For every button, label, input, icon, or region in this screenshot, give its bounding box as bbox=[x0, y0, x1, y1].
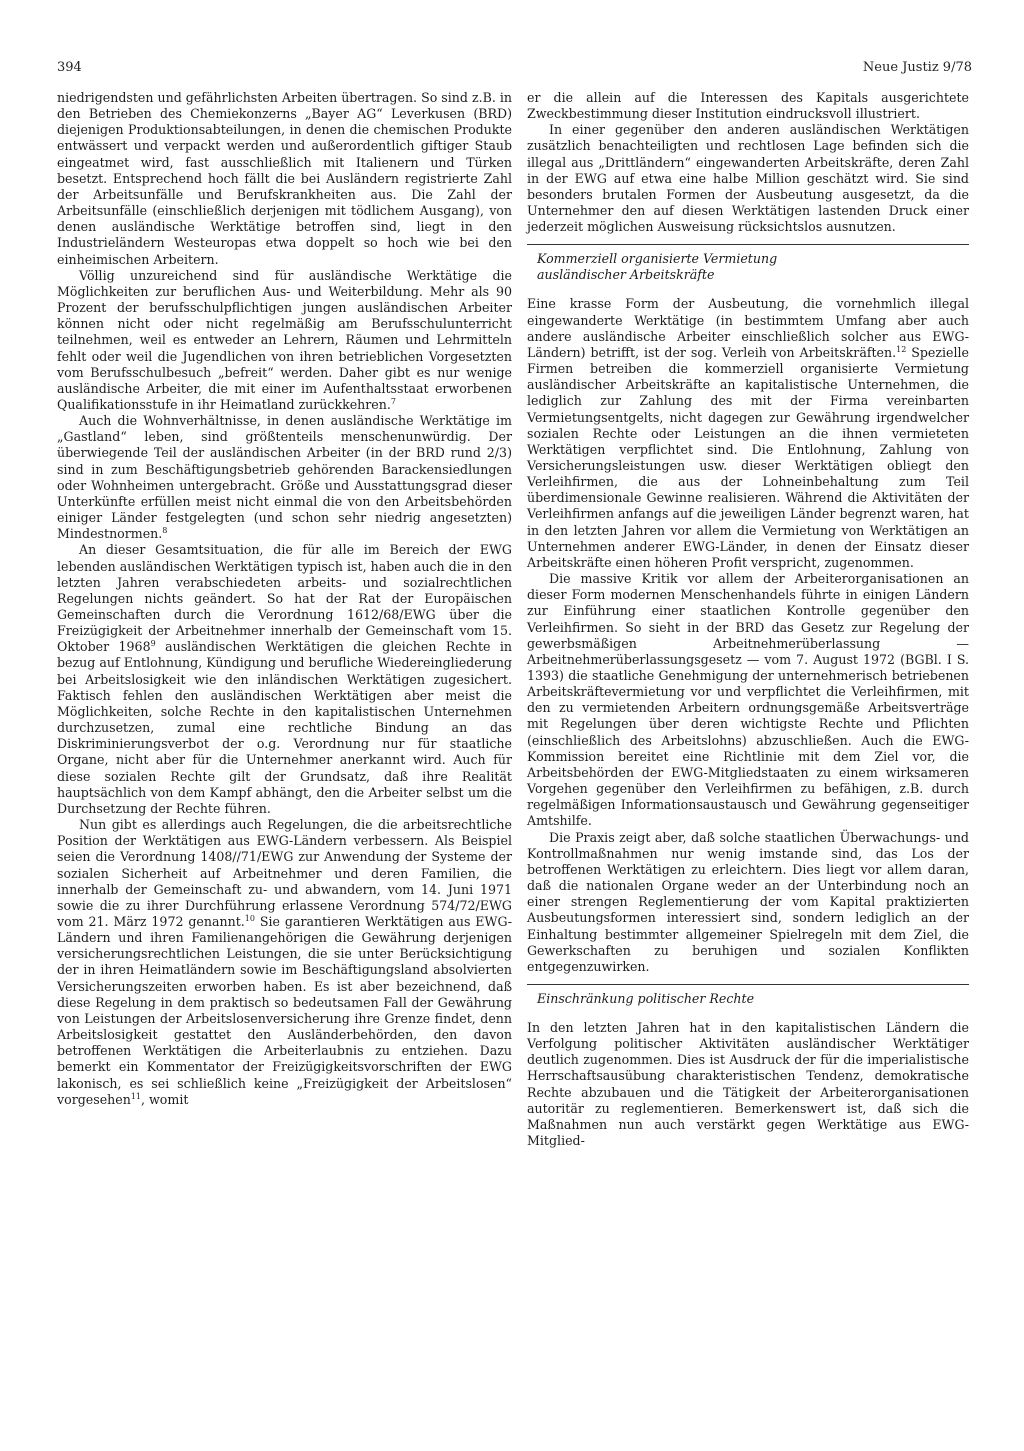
paragraph: niedrigendsten und gefährlichsten Arbeiten übertragen. So sind z.B. in den Betrieben des Chemiekonzerns „Bayer AG“ Leverkusen (BRD) diejenigen Produktionsabteilungen, in denen die chemischen Produkte entwässert und verpackt werden und außerordentlich giftiger Staub eingeatmet wird, fast ausschließlich mit Italienern und Türken besetzt. Entsprechend hoch fällt die bei Ausländern registrierte Zahl der Arbeitsunfälle und Berufskrankheiten aus. Die Zahl der Arbeitsunfälle (einschließlich derjenigen mit tödlichem Ausgang), von denen ausländische Werktätige betroffen sind, liegt in den Industrieländern Westeuropas etwa doppelt so hoch wie bei den einheimischen Arbeitern. bbox=[57, 90, 512, 267]
left-column bbox=[57, 90, 512, 1108]
paragraph: Völlig unzureichend sind für ausländische Werktätige die Möglichkeiten zur beruflichen Aus- und Weiterbildung. Mehr als 90 Prozent der berufsschulpflichtigen jungen ausländischen Arbeiter können nicht oder nicht regelmäßig am Berufsschulunterricht teilnehmen, weil es entweder an Lehrern, Räumen und Lehrmitteln fehlt oder weil die Jugendlichen von ihren betrieblichen Vorgesetzten vom Berufsschulbesuch „befreit“ werden. Daher gibt es nur wenige ausländische Arbeiter, die mit einer im Aufenthaltsstaat erworbenen Qualifikationsstufe in ihr Heimatland zurückkehren.$^7$ bbox=[57, 267, 512, 412]
footnote-ref: 7 bbox=[390, 396, 396, 406]
section-divider bbox=[527, 984, 969, 985]
paragraph: In den letzten Jahren hat in den kapitalistischen Ländern die Verfolgung politischer Aktivitäten ausländischer Werktätiger deutlich zugenommen. Dies ist Ausdruck der für die imperialistische Herrschaftsausübung charakteristischen Tendenz, demokratische Rechte abzubauen und die Tätigkeit der Arbeiterorganisationen autoritär zu reglementieren. Bemerkenswert ist, daß sich die Maßnahmen nun auch verstärkt gegen Werktätige aus EWG-Mitglied- bbox=[527, 1019, 969, 1149]
fraction: 2/3 bbox=[486, 445, 508, 461]
right-column bbox=[527, 90, 969, 1149]
paragraph: Auch die Wohnverhältnisse, in denen ausländische Werktätige im „Gastland“ leben, sind größtenteils menschenunwürdig. Der überwiegende Teil der ausländischen Arbeiter (in der BRD rund 2/3) sind in zum Beschäftigungsbetrieb gehörenden Barackensiedlungen oder Wohnheimen untergebracht. Größe und Ausstattungsgrad dieser Unterkünfte erfüllen meist nicht einmal die von den Arbeitsbehörden einiger Länder festgelegten (und schon sehr niedrig angesetzten) Mindestnormen.$^8$ bbox=[57, 413, 512, 542]
section-divider bbox=[527, 244, 969, 245]
footnote-ref: 10 bbox=[244, 913, 255, 923]
journal-issue: Neue Justiz 9/78 bbox=[862, 60, 972, 75]
footnote-ref: 9 bbox=[150, 639, 156, 649]
paragraph: Die massive Kritik vor allem der Arbeiterorganisationen an dieser Form modernen Menschenhandels führte in einigen Ländern zur Einführung einer staatlichen Kontrolle gegenüber den Verleihfirmen. So sieht in der BRD das Gesetz zur Regelung der gewerbsmäßigen Arbeitnehmerüberlassung — Arbeitnehmerüberlassungsgesetz — vom 7. August 1972 (BGBl. I S. 1393) die staatliche Genehmigung der unternehmerisch betriebenen Arbeitskräftevermietung vor und verpflichtet die Verleihfirmen, mit den zu vermietenden Arbeitern ordnungsgemäße Arbeitsverträge mit Regelungen über deren wichtigste Rechte und Pflichten (einschließlich des Arbeitslohns) abzuschließen. Auch die EWG-Kommission bereitet eine Richtlinie mit dem Ziel vor, die Arbeitsbehörden der EWG-Mitgliedstaaten zu einem wirksameren Vorgehen gegenüber den Verleihfirmen zu befähigen, z.B. durch regelmäßigen Informationsaustausch und Gewährung gegenseitiger Amtshilfe. bbox=[527, 571, 969, 829]
paragraph: An dieser Gesamtsituation, die für alle im Bereich der EWG lebenden ausländischen Werktätigen typisch ist, haben auch die in den letzten Jahren verabschiedeten arbeits- und sozialrechtlichen Regelungen nichts geändert. So hat der Rat der Europäischen Gemeinschaften durch die Verordnung 1612/68/EWG über die Freizügigkeit der Arbeitnehmer innerhalb der Gemeinschaft vom 15. Oktober 1968$^9$ ausländischen Werktätigen die gleichen Rechte in bezug auf Entlohnung, Kündigung und berufliche Wiedereingliederung bei Arbeitslosigkeit wie den inländischen Werktätigen zugesichert. Faktisch fehlen den ausländischen Werktätigen aber meist die Möglichkeiten, solche Rechte in den kapitalistischen Unternehmen durchzusetzen, zumal eine rechtliche Bindung an das Diskriminierungsverbot der o.g. Verordnung nur für staatliche Organe, nicht aber für die Unternehmer anerkannt wird. Auch für diese sozialen Rechte gilt der Grundsatz, daß ihre Realität hauptsächlich von dem Kampf abhängt, den die Arbeiter selbst um die Durchsetzung der Rechte führen. bbox=[57, 542, 512, 816]
paragraph: In einer gegenüber den anderen ausländischen Werktätigen zusätzlich benachteiligten und rechtlosen Lage befinden sich die illegal aus „Drittländern“ eingewanderten Arbeitskräfte, deren Zahl in der EWG auf etwa eine halbe Million geschätzt wird. Sie sind besonders brutalen Formen der Ausbeutung ausgesetzt, da die Unternehmer den auf diesen Werktätigen lastenden Druck einer jederzeit möglichen Ausweisung rücksichtslos ausnutzen. bbox=[527, 122, 969, 235]
paragraph: Die Praxis zeigt aber, daß solche staatlichen Überwachungs- und Kontrollmaßnahmen nur wenig imstande sind, das Los der betroffenen Werktätigen zu erleichtern. Dies liegt vor allem daran, daß die nationalen Organe weder an der Unterbindung noch an einer strengen Reglementierung der vom Kapital praktizierten Ausbeutungsformen interessiert sind, sondern lediglich an der Einhaltung bestimmter allgemeiner Spielregeln mit dem Ziel, die Gewerkschaften zu beruhigen und sozialen Konflikten entgegenzuwirken. bbox=[527, 829, 969, 974]
paragraph: Eine krasse Form der Ausbeutung, die vornehmlich illegal eingewanderte Werktätige (in bestimmtem Umfang aber auch andere ausländische Arbeiter einschließlich solcher aus EWG-Ländern) betrifft, ist der sog. Verleih von Arbeitskräften.$^{12}$ Spezielle Firmen betreiben die kommerziell organisierte Vermietung ausländischer Arbeitskräfte an kapitalistische Unternehmen, die lediglich zur Zahlung des mit der Firma vereinbarten Vermietungsentgelts, nicht dagegen zur Gewährung irgendwelcher sozialen Rechte oder Leistungen an die ihnen vermieteten Werktätigen verpflichtet sind. Die Entlohnung, Zahlung von Versicherungsleistungen usw. dieser Werktätigen obliegt den Verleihfirmen, die aus der Lohneinbehaltung zum Teil überdimensionale Gewinne realisieren. Während die Aktivitäten der Verleihfirmen anfangs auf die jeweiligen Länder begrenzt waren, hat in den letzten Jahren vor allem die Vermietung von Werktätigen an Unternehmen anderer EWG-Länder, in denen der Einsatz dieser Arbeitskräfte einen höheren Profit verspricht, zugenommen. bbox=[527, 296, 969, 570]
footnote-ref: 8 bbox=[162, 526, 168, 536]
footnote-ref: 11 bbox=[130, 1091, 142, 1101]
page-header bbox=[57, 60, 972, 80]
paragraph: Nun gibt es allerdings auch Regelungen, die die arbeitsrechtliche Position der Werktätigen aus EWG-Ländern verbessern. Als Beispiel seien die Verordnung 1408//71/EWG zur Anwendung der Systeme der sozialen Sicherheit auf Arbeitnehmer und deren Familien, die innerhalb der Gemeinschaft zu- und abwandern, vom 14. Juni 1971 sowie die zu ihrer Durchführung erlassene Verordnung 574/72/EWG vom 21. März 1972 genannt.$^{10}$ Sie garantieren Werktätigen aus EWG-Ländern und ihren Familienangehörigen die Gewährung derjenigen versicherungsrechtlichen Leistungen, die sie unter Berücksichtigung der in ihren Heimatländern sowie im Beschäftigungsland absolvierten Versicherungszeiten erworben haben. Es ist aber bezeichnend, daß diese Regelung in dem praktisch so bedeutsamen Fall der Gewährung von Leistungen der Arbeitslosenversicherung ihre Grenze findet, denn Arbeitslosigkeit gestattet den Ausländerbehörden, den davon betroffenen Werktätigen die Arbeiterlaubnis zu entziehen. Dazu bemerkt ein Kommentator der Freizügigkeitsvorschriften der EWG lakonisch, es sei schließlich keine „Freizügigkeit der Arbeitslosen“ vorgesehen$^{11}$, womit bbox=[57, 817, 512, 1107]
section-heading: Einschränkung politischer Rechte bbox=[537, 990, 755, 1006]
paragraph: er die allein auf die Interessen des Kapitals ausgerichtete Zweckbestimmung dieser Institution eindrucksvoll illustriert. bbox=[527, 90, 969, 122]
page-number: 394 bbox=[57, 60, 82, 75]
section-heading: Kommerziell organisierte Vermietung ausländischer Arbeitskräfte bbox=[537, 251, 778, 283]
footnote-ref: 12 bbox=[896, 344, 907, 354]
